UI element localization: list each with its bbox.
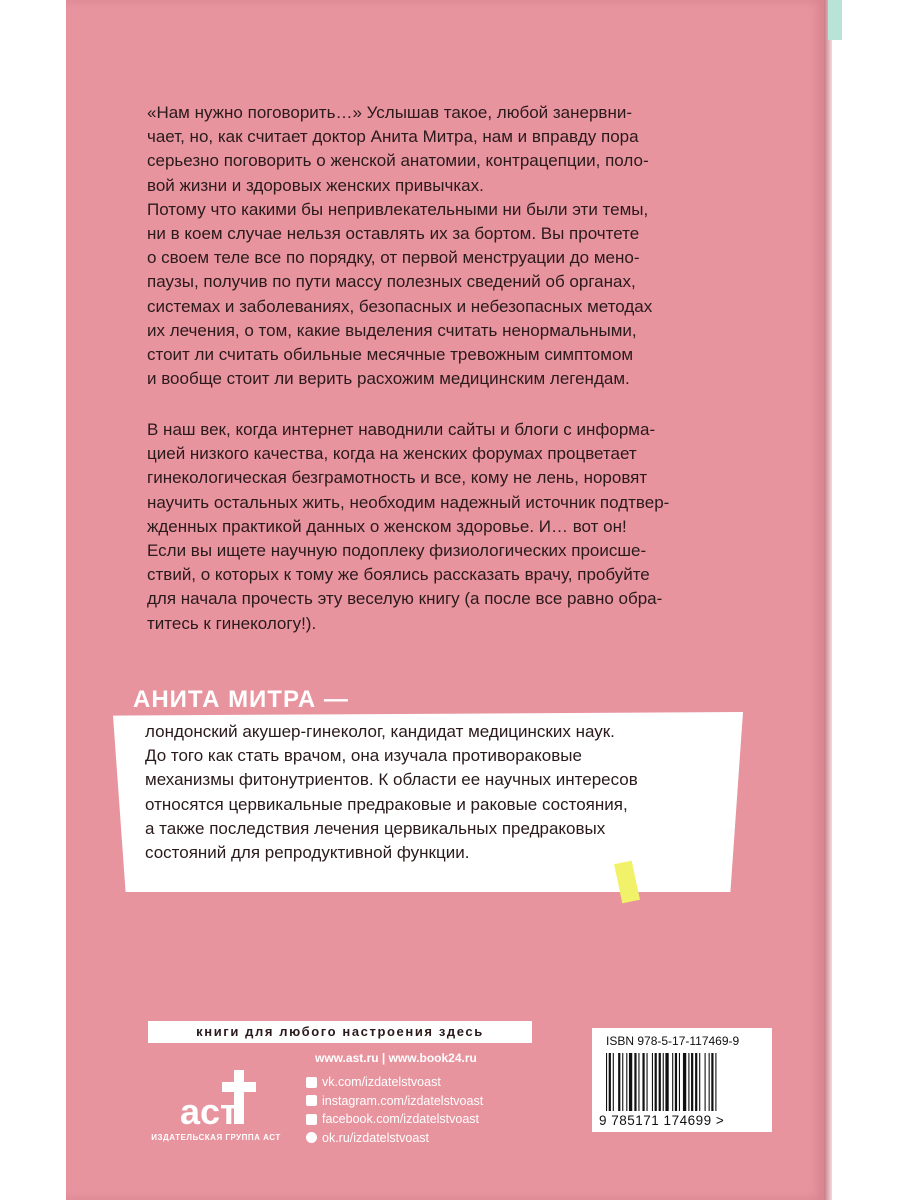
corner-accent xyxy=(828,0,842,40)
barcode-bar xyxy=(606,1053,607,1111)
text-line: для начала прочесть эту веселую книгу (а после все равно обра- xyxy=(147,589,663,609)
barcode-bar xyxy=(679,1053,680,1111)
odnoklassniki-icon xyxy=(306,1132,317,1143)
text-line: паузы, получив по пути массу полезных сведений об органах, xyxy=(147,272,636,292)
text-line: серьезно поговорить о женской анатомии, контрацепции, поло- xyxy=(147,151,649,171)
instagram-icon xyxy=(306,1095,317,1106)
text-line: относятся цервикальные предраковые и раковые состояния, xyxy=(145,794,628,814)
barcode-bar xyxy=(705,1053,706,1111)
facebook-icon xyxy=(306,1114,317,1125)
text-line: До того как стать врачом, она изучала противораковые xyxy=(145,746,582,766)
publisher-logo xyxy=(148,1064,288,1144)
barcode-bar xyxy=(618,1053,620,1111)
social-link-ok[interactable] xyxy=(306,1130,483,1146)
publisher-tagline: книги для любого настроения здесь xyxy=(148,1021,532,1043)
text-line: жденных практикой данных о женском здоровье. И… вот он! xyxy=(147,516,627,536)
text-line: о своем теле все по порядку, от первой менструации до мено- xyxy=(147,248,640,268)
barcode-bar xyxy=(688,1053,689,1111)
barcode-bar xyxy=(691,1053,693,1111)
barcode-bar xyxy=(709,1053,710,1111)
barcode-bar xyxy=(683,1053,686,1111)
social-link-text: vk.com/izdatelstvoast xyxy=(322,1075,441,1089)
text-line: вой жизни и здоровых женских привычках. xyxy=(147,175,484,195)
barcode-digits: 9 785171 174699 > xyxy=(599,1113,725,1128)
vk-icon xyxy=(306,1077,317,1088)
barcode-bar xyxy=(626,1053,627,1111)
barcode-bar xyxy=(663,1053,664,1111)
text-line: титесь к гинекологу!). xyxy=(147,613,317,633)
barcode-bar xyxy=(665,1053,668,1111)
barcode-bar xyxy=(659,1053,661,1111)
barcode-bar xyxy=(629,1053,632,1111)
barcode-bar xyxy=(711,1053,713,1111)
barcode-bar xyxy=(638,1053,639,1111)
barcode-bar xyxy=(675,1053,677,1111)
social-link-vk[interactable] xyxy=(306,1074,483,1090)
barcode-bar xyxy=(699,1053,700,1111)
barcode-bar xyxy=(634,1053,636,1111)
barcode-bar xyxy=(609,1053,611,1111)
book-spine-edge xyxy=(824,0,832,1200)
text-line: ствий, о которых к тому же боялись рассказать врачу, пробуйте xyxy=(147,565,650,585)
text-line: Потому что какими бы непривлекательными ни были эти темы, xyxy=(147,199,649,219)
text-line: Если вы ищете научную подоплеку физиологических происше- xyxy=(147,541,647,561)
barcode-bar xyxy=(655,1053,657,1111)
publisher-name: ИЗДАТЕЛЬСКАЯ ГРУППА АСТ xyxy=(151,1133,281,1142)
social-link-text: instagram.com/izdatelstvoast xyxy=(322,1093,484,1108)
description-paragraph-1 xyxy=(147,101,727,391)
text-line: стоит ли считать обильные месячные тревожным симптомом xyxy=(147,345,634,365)
publisher-websites[interactable]: www.ast.ru | www.book24.ru xyxy=(315,1051,477,1065)
barcode-bar xyxy=(672,1053,673,1111)
author-name-heading: АНИТА МИТРА — xyxy=(133,686,349,713)
barcode-bar xyxy=(715,1053,716,1111)
social-link-instagram[interactable] xyxy=(306,1093,483,1109)
text-line: их лечения, о том, какие выделения считать ненормальными, xyxy=(147,320,637,340)
isbn-number: ISBN 978-5-17-117469-9 xyxy=(606,1034,740,1048)
social-link-facebook[interactable] xyxy=(306,1111,483,1127)
social-link-text: ok.ru/izdatelstvoast xyxy=(322,1130,429,1145)
description-paragraph-2 xyxy=(147,418,727,636)
social-link-text: facebook.com/izdatelstvoast xyxy=(322,1112,480,1126)
barcode-bar xyxy=(647,1053,648,1111)
text-line: и вообще стоит ли верить расхожим медицинским легендам. xyxy=(147,369,630,389)
text-line: чает, но, как считает доктор Анита Митра, нам и вправду пора xyxy=(147,127,639,147)
text-line: механизмы фитонутриентов. К области ее научных интересов xyxy=(145,770,638,790)
text-line: «Нам нужно поговорить…» Услышав такое, любой занервни- xyxy=(147,103,633,122)
barcode-bar xyxy=(695,1053,697,1111)
barcode-bar xyxy=(642,1053,644,1111)
text-line: системах и заболеваниях, безопасных и небезопасных методах xyxy=(147,296,653,316)
text-line: состояний для репродуктивной функции. xyxy=(145,843,470,863)
barcode-icon xyxy=(602,1053,764,1115)
barcode-bar xyxy=(652,1053,653,1111)
text-line: В наш век, когда интернет наводнили сайты и блоги с информа- xyxy=(147,420,656,439)
author-bio xyxy=(145,720,735,865)
text-line: лондонский акушер-гинеколог, кандидат медицинских наук. xyxy=(145,722,615,741)
text-line: а также последствия лечения цервикальных предраковых xyxy=(145,818,606,838)
barcode-bar xyxy=(622,1053,623,1111)
text-line: цией низкого качества, когда на женских форумах процветает xyxy=(147,444,637,464)
barcode-bar xyxy=(613,1053,614,1111)
text-line: ни в коем случае нельзя оставлять их за бортом. Вы прочтете xyxy=(147,224,640,244)
text-line: научить остальных жить, необходим надежный источник подтвер- xyxy=(147,492,670,512)
social-links xyxy=(306,1074,483,1148)
logo-text: аст xyxy=(180,1091,238,1132)
ast-logo-icon xyxy=(148,1064,288,1134)
text-line: гинекологическая безграмотность и все, кому не лень, норовят xyxy=(147,468,648,488)
